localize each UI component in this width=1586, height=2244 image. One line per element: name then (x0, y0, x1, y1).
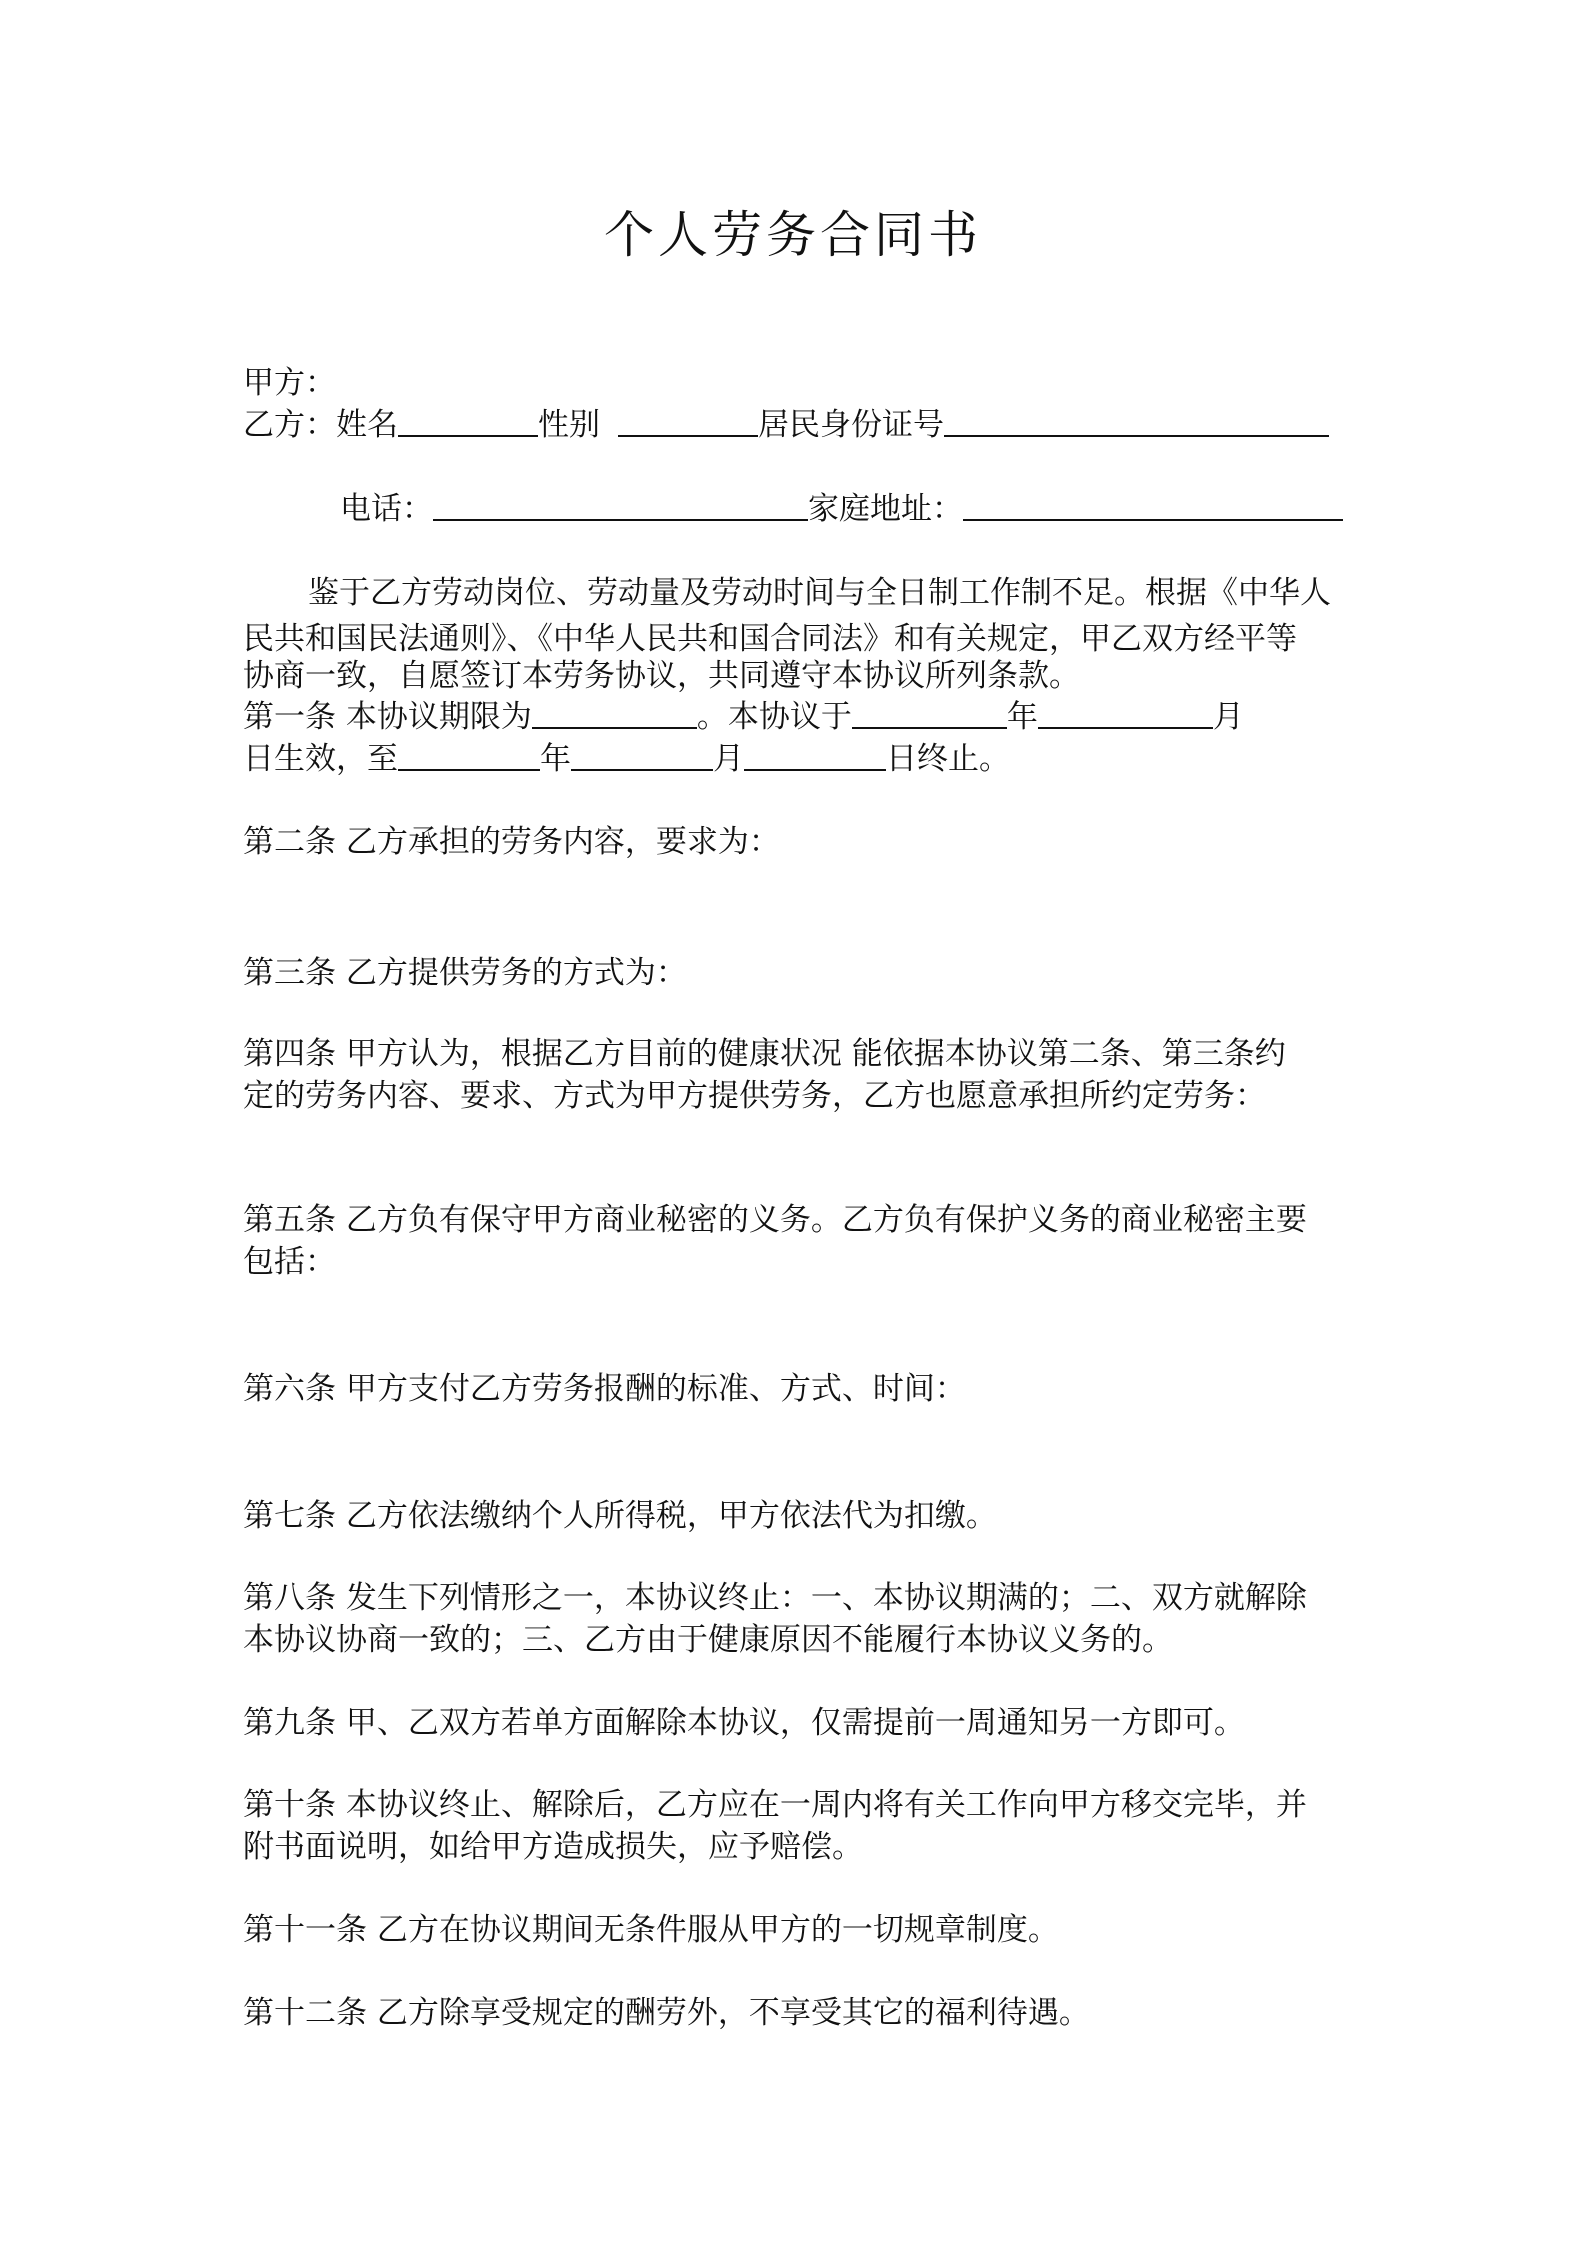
article-8-line-2: 本协议协商一致的；三、乙方由于健康原因不能履行本协议义务的。 (243, 1622, 1173, 1658)
end-month-label: 月 (713, 741, 744, 777)
address-blank[interactable] (963, 489, 1343, 521)
id-number-label: 居民身份证号 (758, 407, 944, 443)
article-1-heading: 第一条 本协议期限为 (243, 699, 532, 735)
end-year-label: 年 (540, 741, 571, 777)
end-year-blank[interactable] (398, 739, 540, 771)
document-title: 个人劳务合同书 (604, 206, 982, 264)
article-1-effective-text: 。本协议于 (696, 699, 852, 735)
term-length-blank[interactable] (532, 697, 697, 729)
article-1-line-1 (243, 697, 1244, 737)
article-3: 第三条 乙方提供劳务的方式为： (243, 955, 687, 991)
party-b-line (243, 405, 1329, 445)
start-day-label: 日生效，至 (243, 741, 398, 777)
phone-blank[interactable] (433, 489, 808, 521)
start-month-blank[interactable] (1038, 697, 1213, 729)
gender-blank[interactable] (618, 405, 758, 437)
article-10-line-2: 附书面说明，如给甲方造成损失，应予赔偿。 (243, 1829, 863, 1865)
id-number-blank[interactable] (944, 405, 1329, 437)
article-9: 第九条 甲、乙双方若单方面解除本协议，仅需提前一周通知另一方即可。 (243, 1705, 1245, 1741)
contact-line (340, 489, 1343, 529)
gender-label: 性别 (538, 407, 600, 443)
article-4-line-2: 定的劳务内容、要求、方式为甲方提供劳务，乙方也愿意承担所约定劳务： (243, 1078, 1266, 1114)
end-day-label: 日终止。 (886, 741, 1010, 777)
end-day-blank[interactable] (744, 739, 886, 771)
start-year-blank[interactable] (852, 697, 1007, 729)
article-4-line-1: 第四条 甲方认为，根据乙方目前的健康状况 能依据本协议第二条、第三条约 (243, 1036, 1286, 1072)
party-a-line (243, 363, 336, 403)
article-12: 第十二条 乙方除享受规定的酬劳外，不享受其它的福利待遇。 (243, 1995, 1090, 2031)
start-month-label: 月 (1212, 699, 1244, 735)
name-label: 姓名 (336, 407, 398, 443)
preamble-line-1: 鉴于乙方劳动岗位、劳动量及劳动时间与全日制工作制不足。根据《中华人 (308, 575, 1331, 611)
article-7: 第七条 乙方依法缴纳个人所得税，甲方依法代为扣缴。 (243, 1498, 997, 1534)
name-blank[interactable] (398, 405, 538, 437)
article-1-line-2 (243, 739, 1010, 779)
party-a-label: 甲方： (243, 365, 336, 401)
article-6: 第六条 甲方支付乙方劳务报酬的标准、方式、时间： (243, 1371, 966, 1407)
article-11: 第十一条 乙方在协议期间无条件服从甲方的一切规章制度。 (243, 1912, 1059, 1948)
article-10-line-1: 第十条 本协议终止、解除后，乙方应在一周内将有关工作向甲方移交完毕，并 (243, 1787, 1307, 1823)
start-year-label: 年 (1006, 699, 1038, 735)
address-label: 家庭地址： (808, 491, 963, 527)
preamble-line-2: 民共和国民法通则》、《中华人民共和国合同法》和有关规定，甲乙双方经平等 (243, 621, 1297, 657)
article-5-line-1: 第五条 乙方负有保守甲方商业秘密的义务。乙方负有保护义务的商业秘密主要 (243, 1202, 1307, 1238)
article-2: 第二条 乙方承担的劳务内容，要求为： (243, 824, 780, 860)
phone-label: 电话： (340, 491, 433, 527)
end-month-blank[interactable] (571, 739, 713, 771)
preamble-line-3: 协商一致，自愿签订本劳务协议，共同遵守本协议所列条款。 (243, 658, 1080, 694)
article-5-line-2: 包括： (243, 1244, 336, 1280)
party-b-label: 乙方： (243, 407, 336, 443)
article-8-line-1: 第八条 发生下列情形之一，本协议终止：一、本协议期满的；二、双方就解除 (243, 1580, 1307, 1616)
